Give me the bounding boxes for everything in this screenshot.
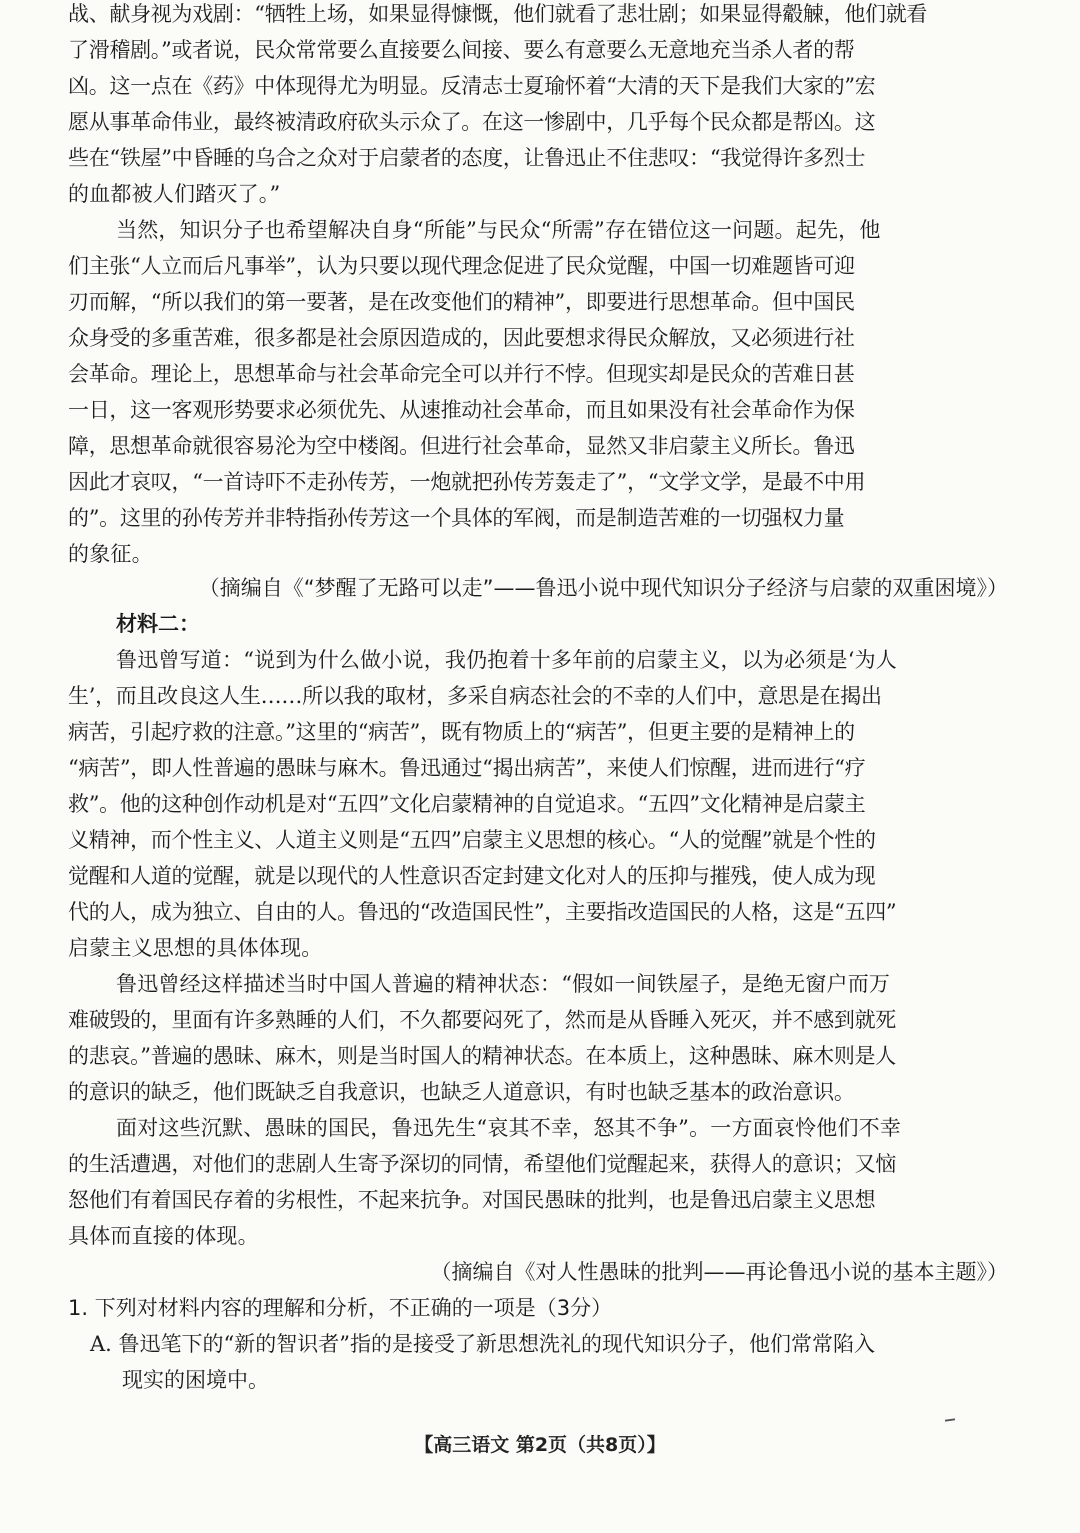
text-line: 义精神，而个性主义、人道主义则是“五四”启蒙主义思想的核心。“人的觉醒”就是个性的 [68, 828, 876, 852]
text-line: 的悲哀。”普遍的愚昧、麻木，则是当时国人的精神状态。在本质上，这种愚昧、麻木则是人 [68, 1044, 896, 1068]
question-stem: 1. 下列对材料内容的理解和分析，不正确的一项是（3分） [68, 1296, 613, 1320]
page-footer: 【高三语文 第2页（共8页）】 [414, 1434, 666, 1456]
text-line: 的血都被人们踏灭了。” [68, 182, 281, 206]
text-line: 一日，这一客观形势要求必须优先、从速推动社会革命，而且如果没有社会革命作为保 [68, 398, 855, 422]
text-line: 救”。他的这种创作动机是对“五四”文化启蒙精神的自觉追求。“五四”文化精神是启蒙主 [68, 792, 866, 816]
text-line: 障，思想革命就很容易沦为空中楼阁。但进行社会革命，显然又非启蒙主义所长。鲁迅 [68, 434, 855, 458]
text-line: 怒他们有着国民存着的劣根性，不起来抗争。对国民愚昧的批判，也是鲁迅启蒙主义思想 [68, 1188, 876, 1212]
text-line: 因此才哀叹，“一首诗吓不走孙传芳，一炮就把孙传芳轰走了”，“文学文学，是最不中用 [68, 470, 866, 494]
text-line: 面对这些沉默、愚昧的国民，鲁迅先生“哀其不幸，怒其不争”。一方面哀怜他们不幸 [116, 1116, 902, 1140]
text-line: 鲁迅曾写道：“说到为什么做小说，我仍抱着十多年前的启蒙主义，以为必须是‘为人 [116, 648, 898, 672]
text-line: 的生活遭遇，对他们的悲剧人生寄予深切的同情，希望他们觉醒起来，获得人的意识；又恼 [68, 1152, 896, 1176]
text-line: 鲁迅曾经这样描述当时中国人普遍的精神状态：“假如一间铁屋子，是绝无窗户而万 [116, 972, 891, 996]
text-line: 众身受的多重苦难，很多都是社会原因造成的，因此要想求得民众解放，又必须进行社 [68, 326, 855, 350]
text-line: 难破毁的，里面有许多熟睡的人们，不久都要闷死了，然而是从昏睡入死灭，并不感到就死 [68, 1008, 896, 1032]
text-line: 们主张“人立而后凡事举”，认为只要以现代理念促进了民众觉醒，中国一切难题皆可迎 [68, 254, 855, 278]
option-a: A. 鲁迅笔下的“新的智识者”指的是接受了新思想洗礼的现代知识分子，他们常常陷入 [90, 1332, 875, 1356]
source-citation: （摘编自《对人性愚昧的批判——再论鲁迅小说的基本主题》） [430, 1260, 1008, 1284]
text-line: 病苦，引起疗救的注意。”这里的“病苦”，既有物质上的“病苦”，但更主要的是精神上的 [68, 720, 855, 744]
text-line: 具体而直接的体现。 [68, 1224, 259, 1248]
text-line: 的意识的缺乏，他们既缺乏自我意识，也缺乏人道意识，有时也缺乏基本的政治意识。 [68, 1080, 855, 1104]
text-line: 代的人，成为独立、自由的人。鲁迅的“改造国民性”，主要指改造国民的人格，这是“五四” [68, 900, 897, 924]
text-line: 些在“铁屋”中昏睡的乌合之众对于启蒙者的态度，让鲁迅止不住悲叹：“我觉得许多烈士 [68, 146, 866, 170]
text-line: 会革命。理论上，思想革命与社会革命完全可以并行不悖。但现实却是民众的苦难日甚 [68, 362, 855, 386]
text-line: “病苦”，即人性普遍的愚昧与麻木。鲁迅通过“揭出病苦”，来使人们惊醒，进而进行“疗 [68, 756, 866, 780]
option-a-continued: 现实的困境中。 [122, 1368, 269, 1392]
text-line: 了滑稽剧。”或者说，民众常常要么直接要么间接、要么有意要么无意地充当杀人者的帮 [68, 38, 855, 62]
text-line: 当然，知识分子也希望解决自身“所能”与民众“所需”存在错位这一问题。起先，他 [116, 218, 881, 242]
text-line: 的象征。 [68, 542, 153, 566]
text-line: 凶。这一点在《药》中体现得尤为明显。反清志士夏瑜怀着“大清的天下是我们大家的”宏 [68, 74, 876, 98]
text-line: 刃而解，“所以我们的第一要著，是在改变他们的精神”，即要进行思想革命。但中国民 [68, 290, 855, 314]
text-line: 战、献身视为戏剧：“牺牲上场，如果显得慷慨，他们就看了悲壮剧；如果显得觳觫，他们就看 [68, 2, 928, 26]
text-line: 启蒙主义思想的具体体现。 [68, 936, 323, 960]
text-line: 愿从事革命伟业，最终被清政府砍头示众了。在这一惨剧中，几乎每个民众都是帮凶。这 [68, 110, 876, 134]
text-line: 生’，而且改良这人生……所以我的取材，多采自病态社会的不幸的人们中，意思是在揭出 [68, 684, 882, 708]
text-line: 觉醒和人道的觉醒，就是以现代的人性意识否定封建文化对人的压抑与摧残，使人成为现 [68, 864, 876, 888]
exam-page [68, 0, 1008, 1533]
source-citation: （摘编自《“梦醒了无路可以走”——鲁迅小说中现代知识分子经济与启蒙的双重困境》） [198, 576, 1008, 600]
text-line: 的”。这里的孙传芳并非特指孙传芳这一个具体的军阀，而是制造苦难的一切强权力量 [68, 506, 845, 530]
section-heading: 材料二： [116, 612, 200, 636]
